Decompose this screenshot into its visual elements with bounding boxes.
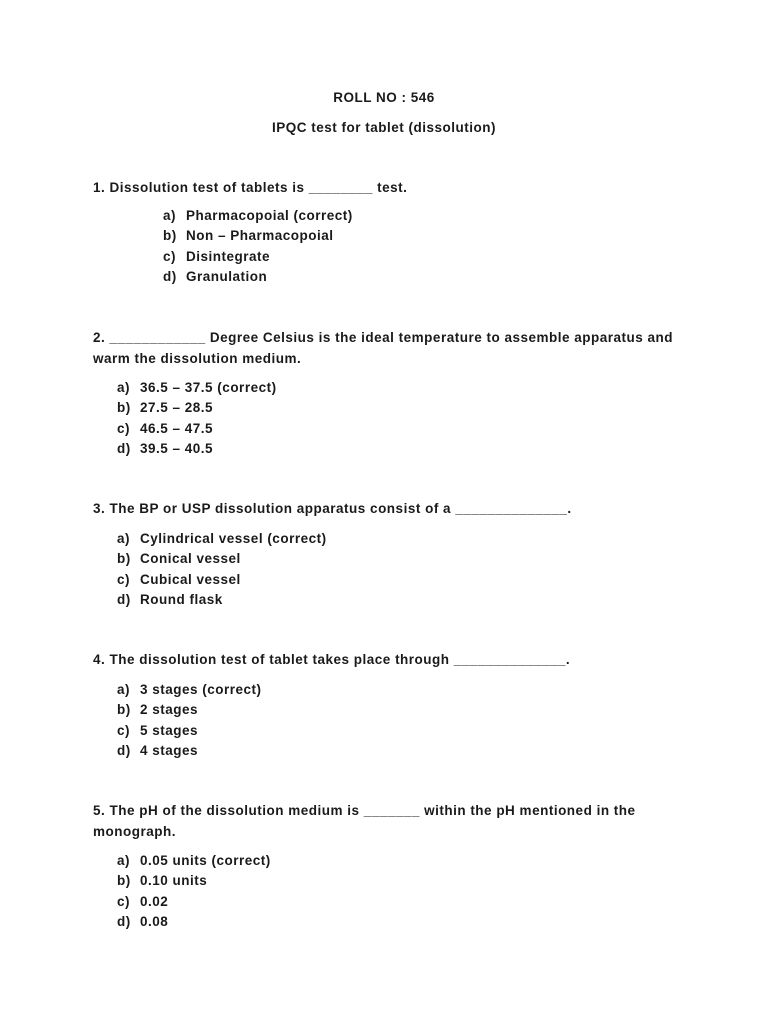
option-item <box>117 912 271 932</box>
option-item <box>117 721 262 741</box>
option-letter: c) <box>163 248 177 264</box>
option-letter: b) <box>117 551 131 567</box>
option-item <box>117 871 271 891</box>
question-5-options <box>117 851 271 932</box>
option-text: Cubical vessel <box>140 571 241 587</box>
option-item <box>117 529 327 549</box>
option-letter: d) <box>163 268 177 284</box>
option-item <box>117 590 327 610</box>
option-item <box>117 892 271 912</box>
option-text: 27.5 – 28.5 <box>140 400 214 416</box>
option-item <box>117 419 277 439</box>
option-letter: d) <box>117 742 131 758</box>
option-letter: a) <box>117 380 131 395</box>
option-item <box>163 247 353 267</box>
option-text: 0.05 units (correct) <box>140 853 271 868</box>
question-2-options <box>117 378 277 459</box>
option-text: 46.5 – 47.5 <box>140 420 214 436</box>
option-item <box>117 680 262 700</box>
option-item <box>117 700 262 720</box>
option-letter: a) <box>117 682 131 697</box>
option-text: 2 stages <box>140 702 199 718</box>
question-4: 4. The dissolution test of tablet takes place through ______________. <box>93 652 571 667</box>
option-item <box>163 267 353 287</box>
option-letter: d) <box>117 440 131 456</box>
option-text: 5 stages <box>140 722 199 738</box>
roll-number: ROLL NO : 546 <box>333 90 435 105</box>
option-item <box>117 741 262 761</box>
option-letter: d) <box>117 591 131 607</box>
option-text: 0.08 <box>140 913 169 929</box>
question-1-options <box>163 206 353 287</box>
option-text: Pharmacopoial (correct) <box>186 208 353 223</box>
question-4-options <box>117 680 262 761</box>
option-text: 0.10 units <box>140 873 208 889</box>
option-item <box>117 378 277 398</box>
option-letter: a) <box>117 531 131 546</box>
option-letter: c) <box>117 722 131 738</box>
question-1: 1. Dissolution test of tablets is ________ test. <box>93 180 408 195</box>
page-title: IPQC test for tablet (dissolution) <box>271 120 496 135</box>
question-5: 5. The pH of the dissolution medium is _______ within the pH mentioned in the monograph. <box>93 803 636 839</box>
option-text: Round flask <box>140 591 223 607</box>
option-text: Disintegrate <box>186 248 271 264</box>
option-text: Non – Pharmacopoial <box>186 228 334 244</box>
option-item <box>117 851 271 871</box>
option-letter: b) <box>117 702 131 718</box>
option-letter: b) <box>117 400 131 416</box>
option-text: 3 stages (correct) <box>140 682 262 697</box>
option-item <box>117 549 327 569</box>
option-text: Cylindrical vessel (correct) <box>140 531 327 546</box>
option-text: 0.02 <box>140 893 169 909</box>
option-item <box>117 570 327 590</box>
option-text: Conical vessel <box>140 551 241 567</box>
option-text: 4 stages <box>140 742 199 758</box>
option-text: 39.5 – 40.5 <box>140 440 214 456</box>
question-3: 3. The BP or USP dissolution apparatus consist of a ______________. <box>93 501 572 516</box>
option-letter: b) <box>163 228 177 244</box>
option-letter: c) <box>117 420 131 436</box>
option-letter: c) <box>117 893 131 909</box>
option-text: 36.5 – 37.5 (correct) <box>140 380 277 395</box>
question-2: 2. ____________ Degree Celsius is the ideal temperature to assemble apparatus and warm the dissolution medium. <box>93 330 674 366</box>
option-item <box>163 226 353 246</box>
option-letter: c) <box>117 571 131 587</box>
question-3-options <box>117 529 327 610</box>
option-letter: d) <box>117 913 131 929</box>
option-letter: a) <box>163 208 177 223</box>
option-letter: b) <box>117 873 131 889</box>
option-item <box>163 206 353 226</box>
option-letter: a) <box>117 853 131 868</box>
option-text: Granulation <box>186 268 268 284</box>
option-item <box>117 398 277 418</box>
option-item <box>117 439 277 459</box>
